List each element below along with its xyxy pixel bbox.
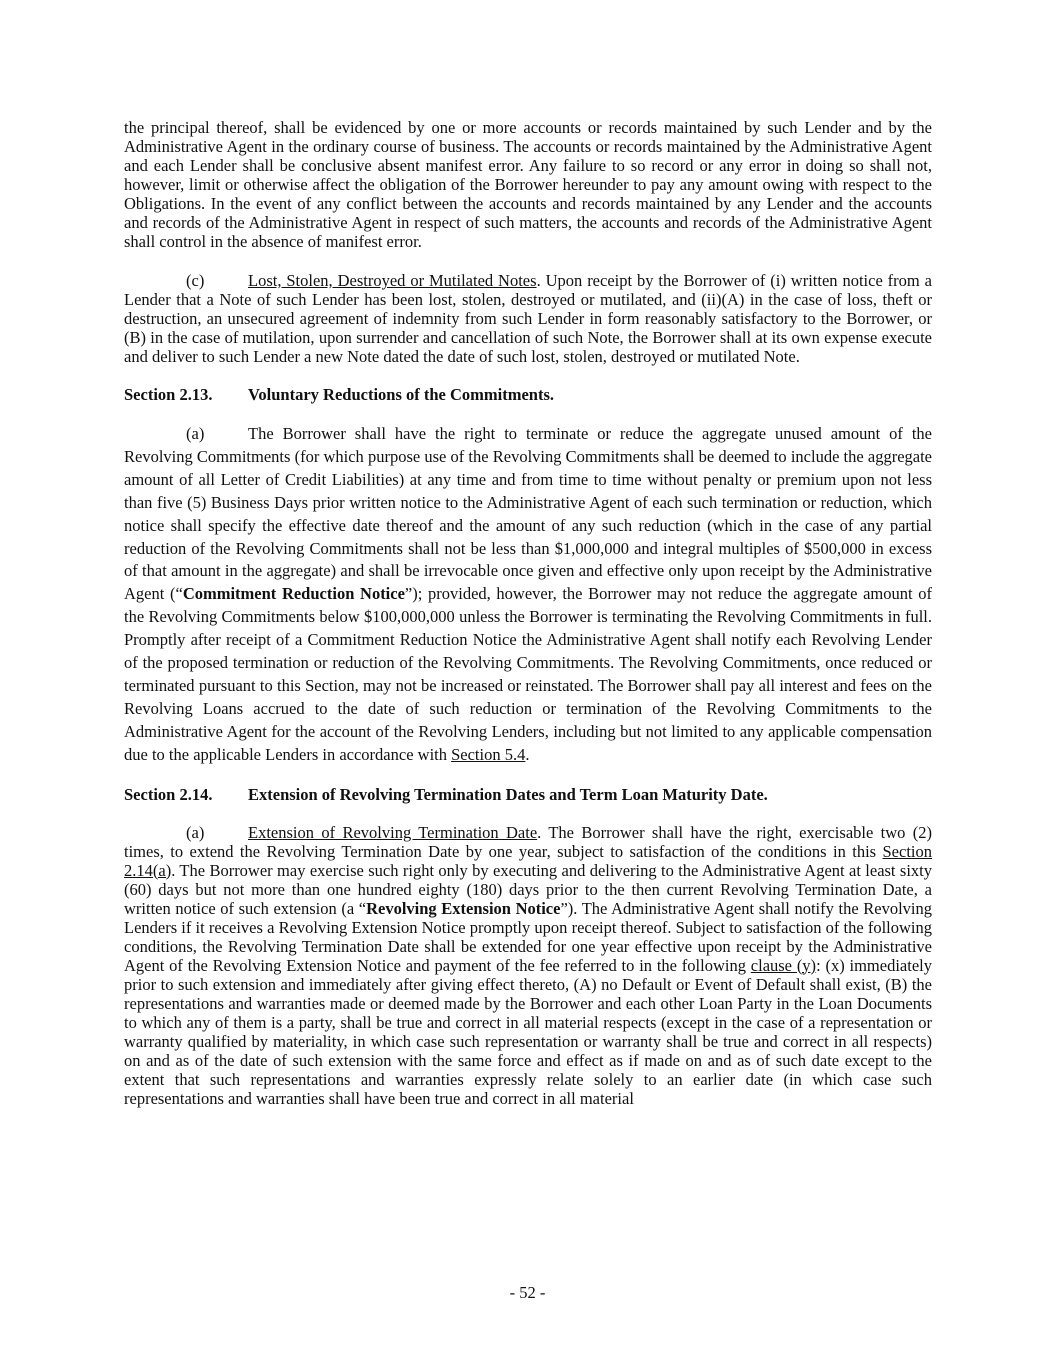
clause-y-reference: clause (y) <box>750 955 817 975</box>
section-2-13-a-text-1: The Borrower shall have the right to terminate or reduce the aggregate unused amount of the Revolving Commitments (for which purpose use of the Revolving Commitments shall be deemed to include the aggregate amount of all Letter of Credit Liabilities) at any time and from time to time without penalty or premium upon not less than five (5) Business Days prior written notice to the Administrative Agent of each such termination or reduction, which notice shall specify the effective date thereof and the amount of any such reduction (which in the case of any partial reduction of the Revolving Commitments shall not be less than $1,000,000 and integral multiples of $500,000 in excess of that amount in the aggregate) and shall be irrevocable once given and effective only upon receipt by the Administrative Agent (“ <box>124 424 932 604</box>
paragraph-c-title: Lost, Stolen, Destroyed or Mutilated Notes <box>248 271 537 290</box>
section-2-14-a-subtitle: Extension of Revolving Termination Date <box>248 822 538 842</box>
section-2-14-a-label: (a) <box>186 822 205 842</box>
document-page <box>124 118 932 1108</box>
paragraph-c-label: (c) <box>186 271 205 290</box>
paragraph-c <box>124 271 932 366</box>
paragraph-c-body: . Upon receipt by the Borrower of (i) written notice from a Lender that a Note of such Lender has been lost, stolen, destroyed or mutilated, and (ii)(A) in the case of loss, theft or destruction, an unsecured agreement of indemnity from such Lender in form reasonably satisfactory to the Borrower, or (B) in the case of mutilation, upon surrender and cancellation of such Note, the Borrower shall at its own expense execute and deliver to such Lender a new Note dated the date of such lost, stolen, destroyed or mutilated Note. <box>124 271 932 366</box>
section-2-14-a-text-1: . The Borrower shall have the right, exercisable two (2) times, to extend the Revolving Termination Date by one year, subject to satisfaction of the conditions in this <box>124 822 932 861</box>
section-5-4-reference: Section 5.4 <box>451 744 526 764</box>
section-2-13-number: Section 2.13. <box>124 385 213 404</box>
carryover-paragraph: the principal thereof, shall be evidenced by one or more accounts or records maintained by such Lender and by the Administrative Agent in the ordinary course of business. The accounts or records maintained by the Administrative Agent and each Lender shall be conclusive absent manifest error. Any failure to so record or any error in doing so shall not, however, limit or otherwise affect the obligation of the Borrower hereunder to pay any amount owing with respect to the Obligations. In the event of any conflict between the accounts and records maintained by any Lender and the accounts and records of the Administrative Agent in respect of such matters, the accounts and records of the Administrative Agent shall control in the absence of manifest error. <box>124 118 932 251</box>
section-2-14a-reference: Section 2.14(a) <box>124 841 932 880</box>
section-2-14-a-text-3: ”). The Administrative Agent shall notify the Revolving Lenders if it receives a Revolving Extension Notice promptly upon receipt thereof. Subject to satisfaction of the following conditions, the Revolving Termination Date shall be extended for one year effective upon receipt by the Administrative Agent of the Revolving Extension Notice and payment of the fee referred to in the following <box>124 898 932 975</box>
section-2-14-title: Extension of Revolving Termination Dates and Term Loan Maturity Date. <box>248 784 768 804</box>
section-2-13-a-label: (a) <box>186 424 205 443</box>
section-2-13-paragraph-a <box>124 423 932 767</box>
section-2-14-a-text-2: . The Borrower may exercise such right only by executing and delivering to the Administrative Agent at least sixty (60) days but not more than one hundred eighty (180) days prior to the then current Revolving Termination Date, a written notice of such extension (a “ <box>124 860 932 918</box>
commitment-reduction-notice-term: Commitment Reduction Notice <box>182 584 405 604</box>
section-2-14-heading <box>124 785 932 804</box>
section-2-13-title: Voluntary Reductions of the Commitments. <box>248 385 555 404</box>
section-2-14-a-text-4: : (x) immediately prior to such extension and immediately after giving effect thereto, (A) no Default or Event of Default shall exist, (B) the representations and warranties made or deemed made by the Borrower and each other Loan Party in the Loan Documents to which any of them is a party, shall be true and correct in all material respects (except in the case of a representation or warranty qualified by materiality, in which case such representation or warranty shall be true and correct in all respects) on and as of the date of such extension with the same force and effect as if made on and as of such date except to the extent that such representations and warranties expressly relate solely to an earlier date (in which case such representations and warranties shall have been true and correct in all material <box>124 955 932 1108</box>
revolving-extension-notice-term: Revolving Extension Notice <box>366 898 561 918</box>
section-2-13-a-text-2: ”); provided, however, the Borrower may not reduce the aggregate amount of the Revolving Commitments below $100,000,000 unless the Borrower is terminating the Revolving Commitments in full. Promptly after receipt of a Commitment Reduction Notice the Administrative Agent shall notify each Revolving Lender of the proposed termination or reduction of the Revolving Commitments. The Revolving Commitments, once reduced or terminated pursuant to this Section, may not be increased or reinstated. The Borrower shall pay all interest and fees on the Revolving Loans accrued to the date of such reduction or termination of the Revolving Commitments to the Administrative Agent for the account of the Revolving Lenders, including but not limited to any applicable compensation due to the applicable Lenders in accordance with <box>124 584 932 764</box>
section-2-14-number: Section 2.14. <box>124 784 213 804</box>
section-2-13-a-text-3: . <box>525 744 530 764</box>
page-number: - 52 - <box>509 1283 546 1302</box>
section-2-13-heading <box>124 385 932 404</box>
section-2-14-paragraph-a <box>124 823 932 1108</box>
